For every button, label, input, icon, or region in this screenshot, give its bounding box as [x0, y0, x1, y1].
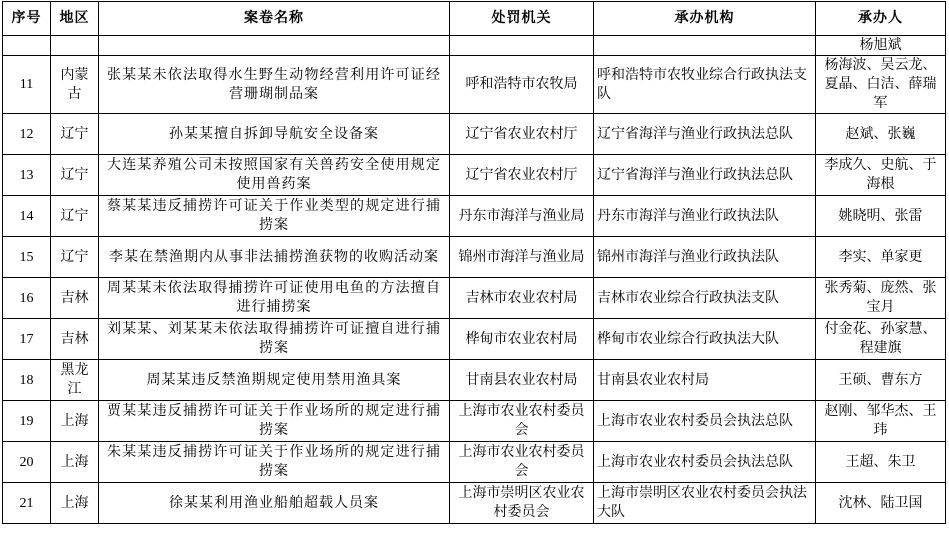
table-row	[3, 237, 946, 278]
cell-no: 17	[3, 319, 51, 360]
cell-region: 黑龙江	[51, 360, 99, 401]
header-no: 序号	[3, 2, 51, 36]
cell-handlers: 李实、单家更	[816, 237, 946, 278]
cell-no: 15	[3, 237, 51, 278]
cell-no: 13	[3, 155, 51, 196]
table-row	[3, 442, 946, 483]
cell-handling-agency: 上海市崇明区农业农村委员会执法大队	[594, 483, 816, 524]
cell-case-name: 刘某某、刘某某未依法取得捕捞许可证擅自进行捕捞案	[99, 319, 450, 360]
cell-case-name: 周某某未依法取得捕捞许可证使用电鱼的方法擅自进行捕捞案	[99, 278, 450, 319]
cell-case-name: 徐某某利用渔业船舶超载人员案	[99, 483, 450, 524]
cell-case-name: 大连某养殖公司未按照国家有关兽药安全使用规定使用兽药案	[99, 155, 450, 196]
cell-handlers: 沈林、陆卫国	[816, 483, 946, 524]
cell-no: 19	[3, 401, 51, 442]
table-row	[3, 155, 946, 196]
cell-region: 吉林	[51, 278, 99, 319]
cell-handling-agency: 桦甸市农业综合行政执法大队	[594, 319, 816, 360]
case-table	[2, 1, 946, 524]
cell-handlers: 姚晓明、张雷	[816, 196, 946, 237]
header-handlers: 承办人	[816, 2, 946, 36]
cell-penalty-authority: 丹东市海洋与渔业局	[450, 196, 594, 237]
cell-handlers: 杨海波、吴云龙、夏晶、白洁、薛瑞军	[816, 56, 946, 114]
cell-case-name: 蔡某某违反捕捞许可证关于作业类型的规定进行捕捞案	[99, 196, 450, 237]
cell-penalty-authority: 桦甸市农业农村局	[450, 319, 594, 360]
table-row	[3, 401, 946, 442]
cell-handling-agency: 锦州市海洋与渔业行政执法队	[594, 237, 816, 278]
header-case-name: 案卷名称	[99, 2, 450, 36]
continuation-handlers: 杨旭斌	[816, 36, 946, 56]
cell-no: 11	[3, 56, 51, 114]
cell-region: 吉林	[51, 319, 99, 360]
cell-handling-agency: 辽宁省海洋与渔业行政执法总队	[594, 114, 816, 155]
cell-region: 辽宁	[51, 155, 99, 196]
table-header	[3, 2, 946, 36]
cell-penalty-authority: 锦州市海洋与渔业局	[450, 237, 594, 278]
cell-handlers: 张秀菊、庞然、张宝月	[816, 278, 946, 319]
cell-region: 上海	[51, 483, 99, 524]
cell-case-name: 李某在禁渔期内从事非法捕捞渔获物的收购活动案	[99, 237, 450, 278]
table-body	[3, 36, 946, 524]
header-region: 地区	[51, 2, 99, 36]
cell-handlers: 付金花、孙家慧、程建旗	[816, 319, 946, 360]
header-handling-agency: 承办机构	[594, 2, 816, 36]
table-row	[3, 278, 946, 319]
table-row	[3, 360, 946, 401]
cell-region: 辽宁	[51, 114, 99, 155]
cell-penalty-authority: 上海市崇明区农业农村委员会	[450, 483, 594, 524]
cell-region: 内蒙古	[51, 56, 99, 114]
cell-no: 16	[3, 278, 51, 319]
cell-handling-agency: 上海市农业农村委员会执法总队	[594, 401, 816, 442]
cell-handling-agency: 甘南县农业农村局	[594, 360, 816, 401]
continuation-row	[3, 36, 946, 56]
cell-no: 14	[3, 196, 51, 237]
table-row	[3, 114, 946, 155]
cell-handling-agency: 丹东市海洋与渔业行政执法队	[594, 196, 816, 237]
cell-handlers: 赵斌、张巍	[816, 114, 946, 155]
cell-case-name: 贾某某违反捕捞许可证关于作业场所的规定进行捕捞案	[99, 401, 450, 442]
cell-penalty-authority: 上海市农业农村委员会	[450, 401, 594, 442]
table-row	[3, 319, 946, 360]
cell-handling-agency: 吉林市农业综合行政执法支队	[594, 278, 816, 319]
cell-handlers: 王硕、曹东方	[816, 360, 946, 401]
cell-handlers: 李成久、史航、于海根	[816, 155, 946, 196]
cell-handlers: 王超、朱卫	[816, 442, 946, 483]
cell-penalty-authority: 甘南县农业农村局	[450, 360, 594, 401]
cell-handling-agency: 上海市农业农村委员会执法总队	[594, 442, 816, 483]
cell-region: 辽宁	[51, 237, 99, 278]
table-row	[3, 196, 946, 237]
cell-penalty-authority: 吉林市农业农村局	[450, 278, 594, 319]
cell-penalty-authority: 辽宁省农业农村厅	[450, 155, 594, 196]
cell-case-name: 张某某未依法取得水生野生动物经营利用许可证经营珊瑚制品案	[99, 56, 450, 114]
cell-no: 18	[3, 360, 51, 401]
cell-case-name: 周某某违反禁渔期规定使用禁用渔具案	[99, 360, 450, 401]
cell-region: 上海	[51, 401, 99, 442]
cell-region: 辽宁	[51, 196, 99, 237]
cell-case-name: 朱某某违反捕捞许可证关于作业场所的规定进行捕捞案	[99, 442, 450, 483]
cell-handling-agency: 辽宁省海洋与渔业行政执法总队	[594, 155, 816, 196]
cell-handling-agency: 呼和浩特市农牧业综合行政执法支队	[594, 56, 816, 114]
cell-penalty-authority: 上海市农业农村委员会	[450, 442, 594, 483]
header-penalty-authority: 处罚机关	[450, 2, 594, 36]
cell-penalty-authority: 呼和浩特市农牧局	[450, 56, 594, 114]
cell-no: 12	[3, 114, 51, 155]
table-row	[3, 483, 946, 524]
cell-no: 20	[3, 442, 51, 483]
cell-no: 21	[3, 483, 51, 524]
table-row	[3, 56, 946, 114]
cell-handlers: 赵刚、邹华杰、王玮	[816, 401, 946, 442]
cell-penalty-authority: 辽宁省农业农村厅	[450, 114, 594, 155]
cell-case-name: 孙某某擅自拆卸导航安全设备案	[99, 114, 450, 155]
cell-region: 上海	[51, 442, 99, 483]
